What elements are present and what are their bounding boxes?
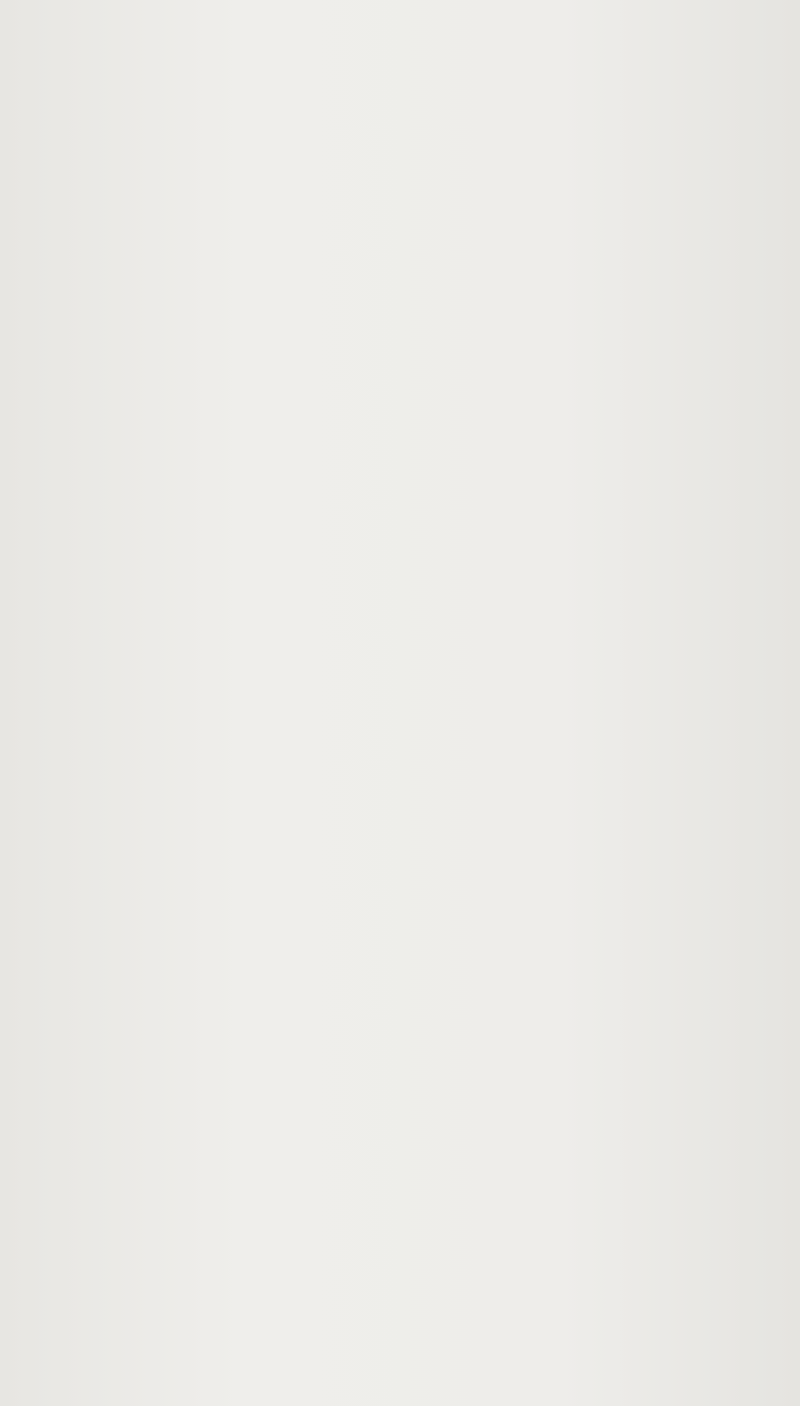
section-spacer	[40, 64, 762, 110]
section-heading-line	[40, 110, 762, 142]
section-zebra-form	[40, 110, 762, 142]
running-head	[40, 34, 762, 64]
